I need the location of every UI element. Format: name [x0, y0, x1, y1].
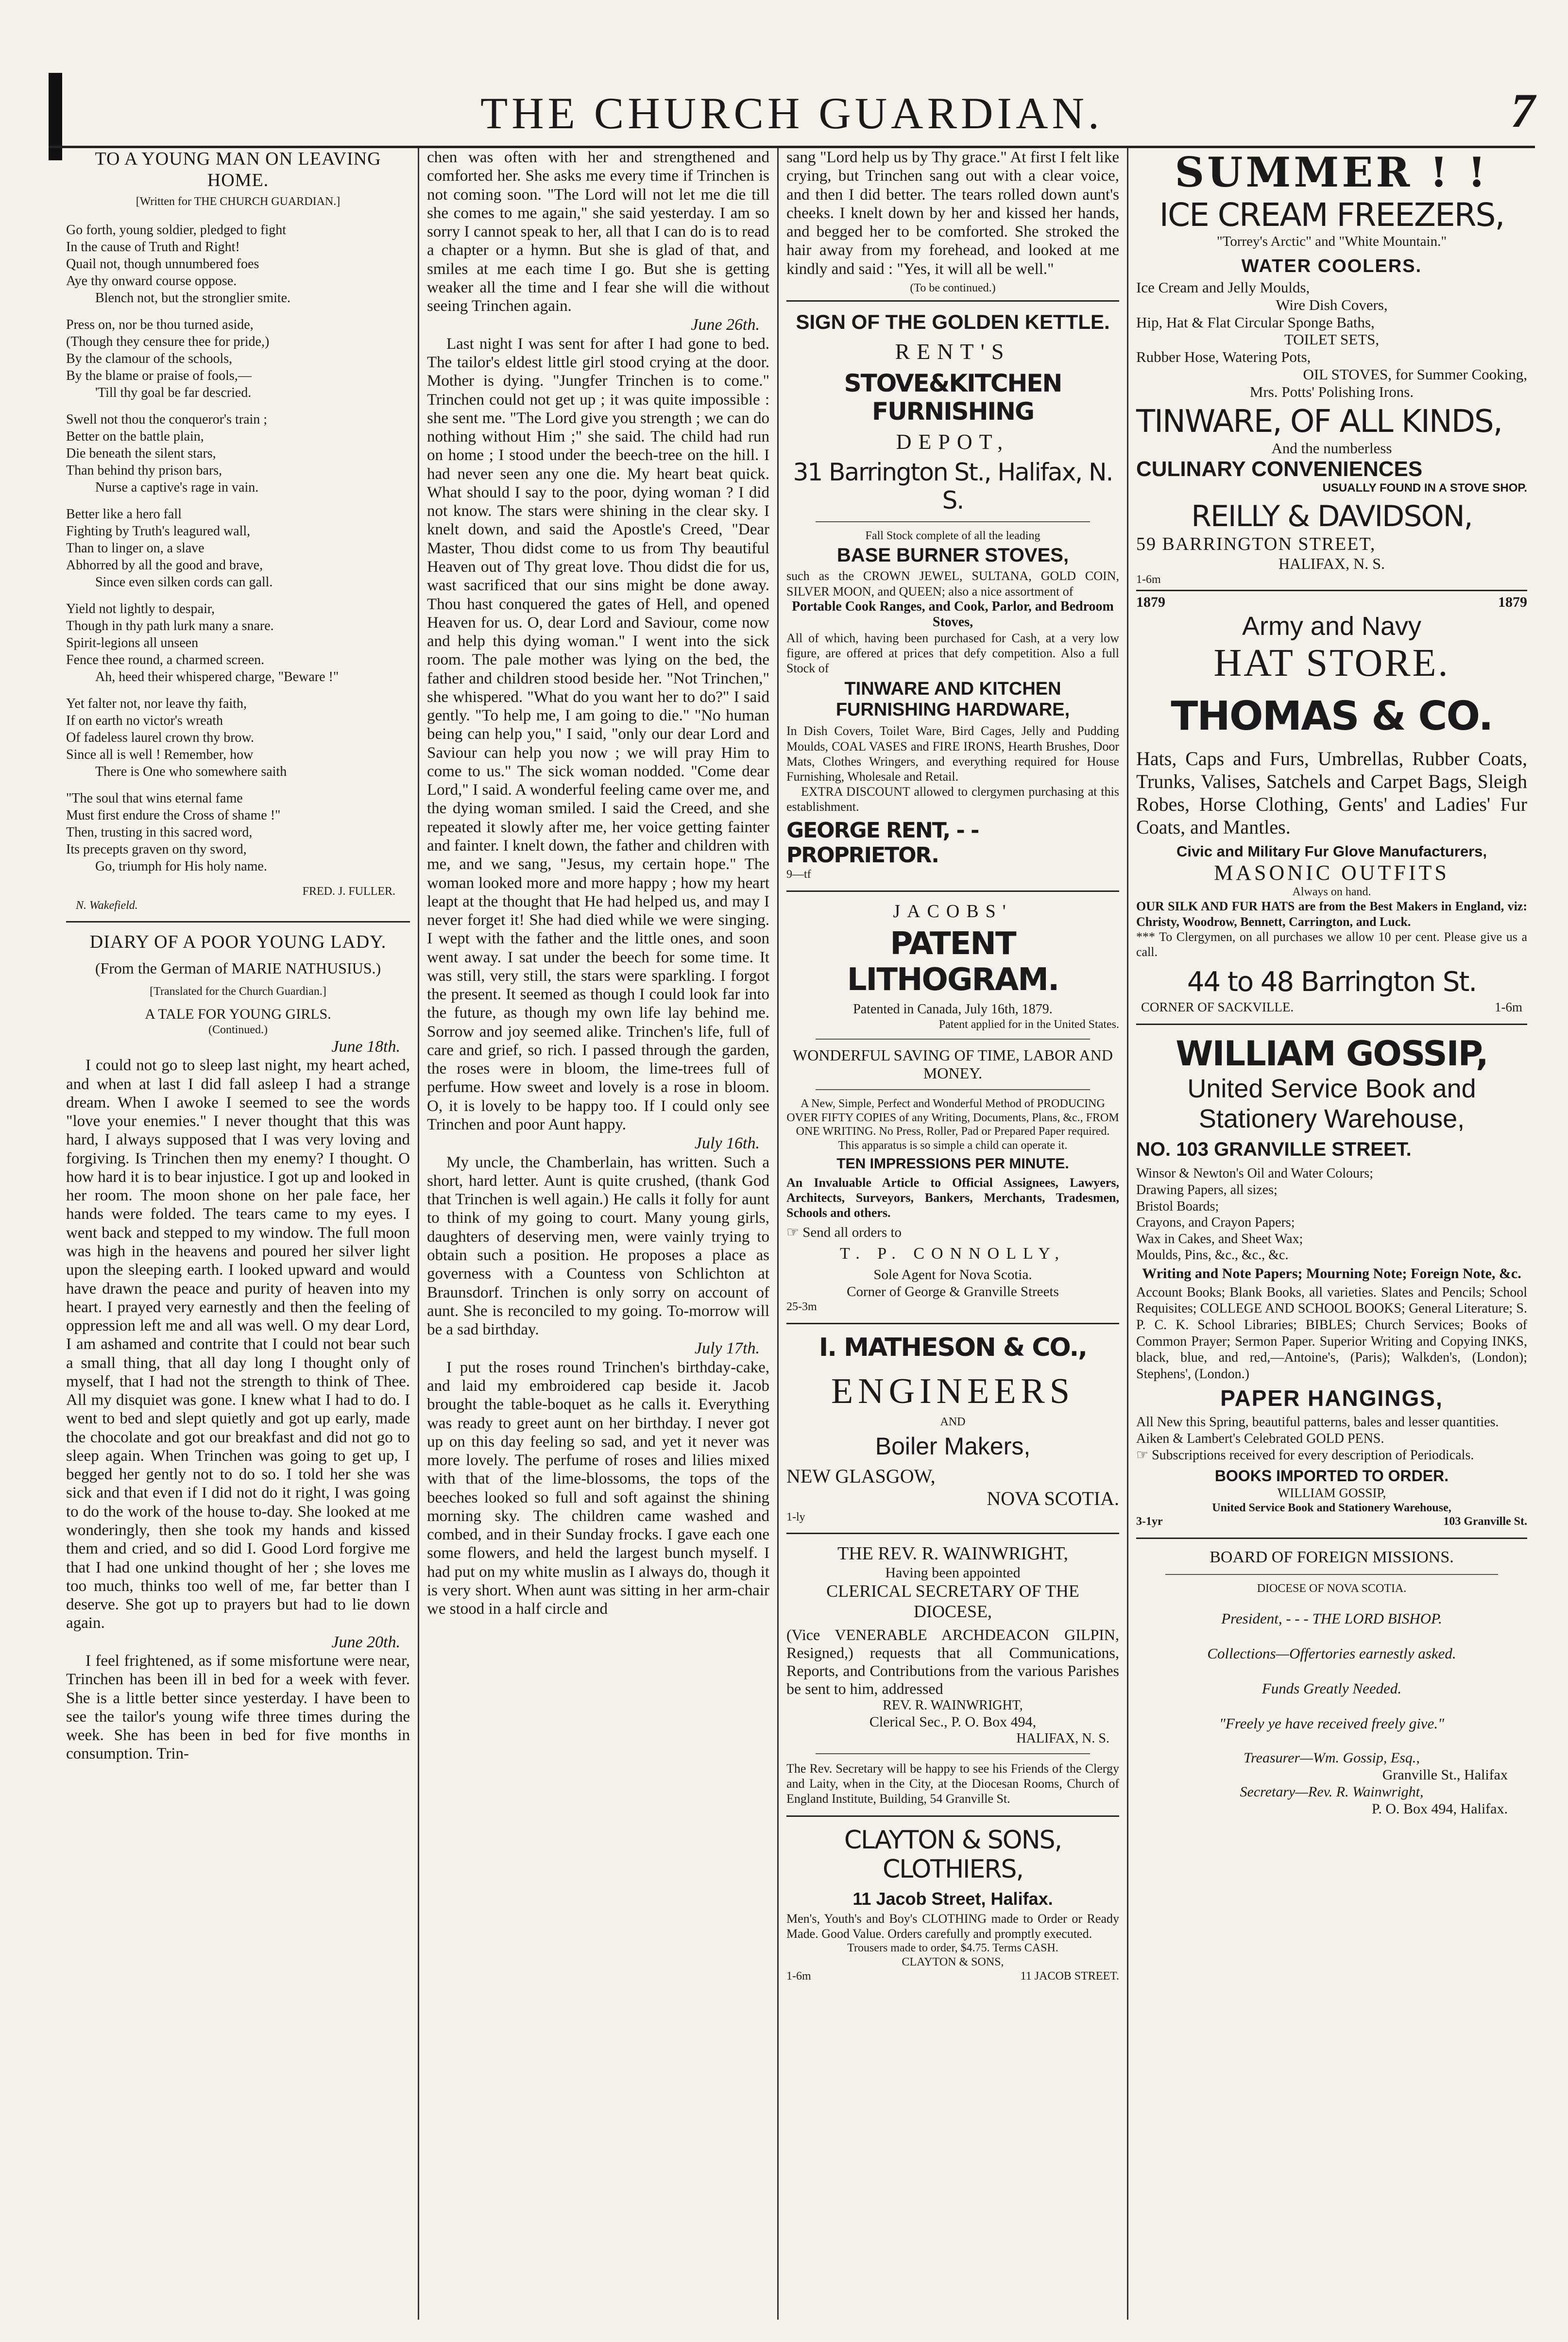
ad-kettle-name: RENT'S: [895, 339, 1011, 364]
poem-title: TO A YOUNG MAN ON LEAVING HOME.: [95, 149, 381, 190]
ad-hats: Hats, Caps and Furs, Umbrellas, Rubber Coats, Trunks, Valises, Satchels and Carpet Bags, Sleigh Robes, Horse Clothing, Gents' and Ladies' Fur Coats, and Mantles.: [1136, 747, 1527, 838]
notice-addr3: HALIFAX, N. S.: [1016, 1730, 1109, 1746]
notice-text: (Vice VENERABLE ARCHDEACON GILPIN, Resigned,) requests that all Communications, Reports, and Contributions from the various Parishes be sent to him, addressed: [786, 1625, 1119, 1698]
ad-jacobs-code: 25-3m: [786, 1300, 817, 1314]
ad-clayton-sig: CLAYTON & SONS,: [902, 1955, 1004, 1968]
divider: [1165, 1574, 1498, 1575]
ad-usb: United Service Book and: [1187, 1074, 1476, 1104]
poem-line: If on earth no victor's wreath: [66, 713, 223, 728]
divider: [816, 1753, 1090, 1754]
ad-clayton-footer: [786, 1969, 1119, 1983]
diary-paragraph: sang "Lord help us by Thy grace." At first I felt like crying, but Trinchen sang out with a clear voice, and then I did better. The tears rolled down aunt's cheeks. I knelt down by her and kissed her hands, and begged her to be comforted. She stroked the hair away from my forehead, and looked at me kindly and said : "Yes, it will all be well.": [786, 149, 1119, 278]
ad-kettle-desc2: All of which, having been purchased for Cash, at a very low figure, are offered at prices that defy competition. Also a full Stock of: [786, 631, 1119, 676]
poem-line: Blench not, but the stronglier smite.: [95, 290, 291, 306]
ad-stationery: Stationery Warehouse,: [1198, 1104, 1465, 1134]
poem-line: Abhorred by all the good and brave,: [66, 557, 263, 573]
pointing-hand-icon: ☞: [786, 1225, 799, 1241]
ad-kettle-stoves: BASE BURNER STOVES,: [836, 545, 1069, 566]
ad-item: Crayons, and Crayon Papers;: [1136, 1215, 1295, 1231]
ad-always: Always on hand.: [1292, 885, 1371, 898]
column-2: [418, 148, 777, 2320]
jacobs-lithogram-ad: [786, 901, 1119, 1314]
reilly-davidson-ad: [1136, 148, 1527, 587]
diary-date: June 26th.: [691, 316, 760, 334]
matheson-ad: [786, 1333, 1119, 1524]
ad-matheson-and: AND: [940, 1416, 966, 1429]
ad-hose: Rubber Hose, Watering Pots,: [1136, 348, 1311, 366]
poem-line: By the blame or praise of fools,—: [66, 368, 252, 383]
poem-line: Fence thee round, a charmed screen.: [66, 652, 265, 667]
poem-line: Must first endure the Cross of shame !": [66, 807, 281, 823]
ad-year-right: 1879: [1498, 594, 1527, 611]
ad-thomas: THOMAS & CO.: [1171, 693, 1493, 739]
fm-collections: Collections—Offertories earnestly asked.: [1207, 1645, 1456, 1662]
ad-item: Winsor & Newton's Oil and Water Colours;: [1136, 1166, 1373, 1181]
notice-addr1: REV. R. WAINWRIGHT,: [883, 1698, 1023, 1713]
ad-brands: "Torrey's Arctic" and "White Mountain.": [1216, 234, 1447, 249]
ad-jacobs-patented: Patented in Canada, July 16th, 1879.: [853, 1002, 1053, 1017]
poem: [66, 222, 410, 875]
ad-matheson-code: 1-ly: [786, 1510, 805, 1523]
divider: [786, 300, 1119, 302]
ad-jacobs-impressions: TEN IMPRESSIONS PER MINUTE.: [836, 1155, 1069, 1172]
poem-line: Yield not lightly to despair,: [66, 601, 215, 616]
ad-gaddr: 103 Granville St.: [1443, 1515, 1527, 1528]
divider: [786, 890, 1119, 892]
poem-line: Die beneath the silent stars,: [66, 445, 216, 461]
poem-credit: [Written for THE CHURCH GUARDIAN.]: [136, 195, 341, 208]
poem-line: In the cause of Truth and Right!: [66, 239, 240, 255]
fm-secretary: Secretary—Rev. R. Wainwright,: [1240, 1783, 1424, 1800]
poem-stanza: [66, 411, 410, 496]
diary-tale: A TALE FOR YOUNG GIRLS.: [145, 1006, 331, 1023]
ad-matheson-name: I. MATHESON & CO.,: [818, 1333, 1087, 1363]
ad-clayton-trousers: Trousers made to order, $4.75. Terms CASH.: [847, 1941, 1058, 1954]
ad-city: HALIFAX, N. S.: [1278, 555, 1385, 573]
diary-date: June 20th.: [331, 1633, 400, 1651]
column-1: [58, 148, 418, 2320]
ad-jacobs-product: PATENT LITHOGRAM.: [847, 926, 1059, 998]
column-4: [1127, 148, 1535, 2320]
ad-kettle-code: 9—tf: [786, 868, 811, 881]
ad-jacobs-send: [786, 1224, 1119, 1241]
diary-translated: [Translated for the Church Guardian.]: [150, 985, 326, 998]
poem-line: Quail not, though unnumbered foes: [66, 256, 259, 272]
ad-gossip: WILLIAM GOSSIP,: [1176, 1034, 1488, 1074]
ad-matheson-engineers: ENGINEERS: [831, 1371, 1075, 1412]
poem-stanza: [66, 695, 410, 780]
poem-stanza: [66, 600, 410, 685]
ad-reilly: REILLY & DAVIDSON,: [1191, 499, 1472, 534]
fm-secretary2: P. O. Box 494, Halifax.: [1372, 1800, 1508, 1817]
ad-jacobs-saving: WONDERFUL SAVING OF TIME, LABOR AND MONEY.: [793, 1046, 1113, 1082]
poem-author: FRED. J. FULLER.: [302, 885, 395, 898]
pointing-hand-icon: ☞: [1136, 1447, 1149, 1463]
ad-gsig: WILLIAM GOSSIP,: [1277, 1486, 1386, 1501]
ad-jacobs-agent-title: Sole Agent for Nova Scotia.: [873, 1266, 1032, 1282]
ad-toilet: TOILET SETS,: [1284, 331, 1380, 348]
poem-stanza: [66, 790, 410, 875]
ad-kettle-proprietor: GEORGE RENT, - - PROPRIETOR.: [786, 818, 979, 868]
fm-treasurer: Treasurer—Wm. Gossip, Esq.,: [1244, 1750, 1420, 1766]
poem-line: Its precepts graven on thy sword,: [66, 841, 247, 857]
divider: [1136, 1538, 1527, 1539]
ad-clergy: *** To Clergymen, on all purchases we allow 10 per cent. Please give us a call.: [1136, 929, 1527, 959]
ad-clayton-addr: 11 JACOB STREET.: [1020, 1969, 1119, 1983]
ad-baths: Hip, Hat & Flat Circular Sponge Baths,: [1136, 313, 1375, 331]
ad-address: 44 to 48 Barrington St.: [1187, 966, 1477, 998]
ad-civic: Civic and Military Fur Glove Manufacturers,: [1176, 842, 1487, 860]
notice-name: THE REV. R. WAINWRIGHT,: [837, 1543, 1068, 1564]
ad-year-left: 1879: [1136, 594, 1165, 611]
ad-gfooter: [1136, 1515, 1527, 1529]
ad-jacobs-applied: Patent applied for in the United States.: [938, 1018, 1119, 1031]
diary-title: DIARY OF A POOR YOUNG LADY.: [89, 932, 387, 953]
foreign-missions-notice: [1136, 1548, 1527, 1817]
ad-usually: USUALLY FOUND IN A STOVE SHOP.: [1322, 481, 1527, 495]
poem-line: Fighting by Truth's leagured wall,: [66, 523, 251, 539]
ad-coolers: WATER COOLERS.: [1241, 256, 1422, 276]
ad-clayton-code: 1-6m: [786, 1969, 811, 1983]
divider: [816, 521, 1090, 522]
diary-date: July 17th.: [694, 1339, 760, 1358]
divider: [786, 1533, 1119, 1534]
masthead: [49, 73, 1535, 148]
divider: [1136, 1024, 1527, 1025]
ad-writing: Writing and Note Papers; Mourning Note; Foreign Note, &c.: [1142, 1265, 1521, 1282]
ad-kettle-address: 31 Barrington St., Halifax, N. S.: [793, 458, 1113, 514]
ad-item: Bristol Boards;: [1136, 1198, 1219, 1214]
ad-kettle-desc: such as the CROWN JEWEL, SULTANA, GOLD COIN, SILVER MOON, and QUEEN; also a nice assortment of: [786, 569, 1119, 598]
wainwright-notice: [786, 1543, 1119, 1806]
diary-date: June 18th.: [331, 1037, 400, 1056]
ad-corner-line: [1136, 1000, 1527, 1015]
poem-line: "The soul that wins eternal fame: [66, 790, 243, 806]
ad-jacobs-desc2: An Invaluable Article to Official Assignees, Lawyers, Architects, Surveyors, Bankers, Merchants, Tradesmen, Schools and others.: [786, 1175, 1119, 1220]
ad-oil: OIL STOVES, for Summer Cooking,: [1303, 366, 1527, 383]
ad-culinary: CULINARY CONVENIENCES: [1136, 457, 1423, 481]
ad-item: Drawing Papers, all sizes;: [1136, 1182, 1278, 1198]
poem-line: Better on the battle plain,: [66, 428, 204, 444]
divider: [786, 1323, 1119, 1324]
newspaper-title: THE CHURCH GUARDIAN.: [480, 88, 1103, 138]
diary-paragraph: chen was often with her and strengthened and comforted her. She asks me every time if Trinchen is not coming soon. "The Lord will not let me die till she comes to me again," she said yesterday. I am so sorry I cannot speak to her, all that I can do is to read a chapter or a hymn. But she is glad of that, and smiles at me each time I go. But she is getting weaker all the time and I fear she will die without seeing Trinchen again.: [427, 149, 769, 315]
poem-line: By the clamour of the schools,: [66, 351, 233, 366]
poem-line: Ah, heed their whispered charge, "Beware !": [95, 669, 339, 684]
ad-paper: PAPER HANGINGS,: [1220, 1385, 1443, 1411]
fm-president: President, - - - THE LORD BISHOP.: [1221, 1610, 1442, 1627]
clayton-ad: [786, 1826, 1119, 1983]
ad-kettle-desc3: In Dish Covers, Toilet Ware, Bird Cages, Jelly and Pudding Moulds, COAL VASES and FIRE IRONS, Hearth Brushes, Door Mats, Clothes Wringers, and everything required for House Furnishing, Wholesale and Retail.: [786, 724, 1119, 784]
poem-line: Go forth, young soldier, pledged to fight: [66, 222, 287, 238]
divider: [816, 1039, 1090, 1040]
poem-place: N. Wakefield.: [76, 899, 138, 912]
ad-clayton-name: CLAYTON & SONS, CLOTHIERS,: [844, 1825, 1062, 1884]
thomas-hat-store-ad: [1136, 594, 1527, 1015]
gossip-ad: [1136, 1034, 1527, 1529]
diary-date: July 16th.: [694, 1134, 760, 1153]
fm-treasurer2: Granville St., Halifax: [1382, 1766, 1508, 1783]
ad-hatstore: HAT STORE.: [1213, 641, 1450, 684]
ad-jacobs-send-text: Send all orders to: [802, 1225, 902, 1241]
fm-freely: "Freely ye have received freely give.": [1219, 1715, 1445, 1732]
poem-line: Spirit-legions all unseen: [66, 635, 199, 650]
ad-code1: 1-6m: [1136, 573, 1161, 586]
notice-appointed: Having been appointed: [885, 1564, 1021, 1581]
poem-line: Go, triumph for His holy name.: [95, 858, 267, 874]
ad-freezers: ICE CREAM FREEZERS,: [1159, 196, 1504, 234]
ad-clayton-desc: Men's, Youth's and Boy's CLOTHING made to Order or Ready Made. Good Value. Orders carefully and promptly executed.: [786, 1911, 1119, 1941]
diary-paragraph: I put the roses round Trinchen's birthday-cake, and laid my embroidered cap beside it. Jacob brought the table-boquet as he calls it. Everything was ready to greet aunt on her birthday. I never got up on this day feeling so sad, and yet it never was more lovely. The perfume of roses and lilies mixed with that of the lime-blossoms, the tops of the beeches looked so full and soft against the shining morning sky. The children came washed and combed, and in their Sunday frocks. I gave each one some flowers, and held the largest bunch myself. I had put on my white muslin as I always do, though it is very short. When aunt was sitting in her arm-chair we stood in a half circle and: [427, 1358, 769, 1618]
diary-paragraph: I feel frightened, as if some misfortune were near, Trinchen has been ill in bed for a week with fever. She is a little better since yesterday. I have been to see the tailor's young wife three times during the week. She has been in bed for five months in consumption. Trin-: [66, 1652, 410, 1763]
ad-items2: Account Books; Blank Books, all varieties. Slates and Pencils; School Requisites; COLLEGE AND SCHOOL BOOKS; General Literature; S. P. C. K. School Libraries; BIBLES; Church Services; Books of Common Prayer; Sermon Paper. Superior Writing and Copying INKS, black, blue, and red,—Antoine's, (Paris); Walkden's, (London); Stephens', (London.): [1136, 1284, 1527, 1382]
ad-jacobs-desc: A New, Simple, Perfect and Wonderful Method of PRODUCING OVER FIFTY COPIES of any Writing, Documents, Plans, &c., FROM ONE WRITING. No Press, Roller, Pad or Prepared Paper required. This apparatus is so simple a child can operate it.: [786, 1097, 1119, 1152]
ad-numberless: And the numberless: [1271, 440, 1392, 457]
divider: [816, 1089, 1090, 1090]
ad-moulds: Ice Cream and Jelly Moulds,: [1136, 278, 1310, 296]
poem-line: Then, trusting in this sacred word,: [66, 824, 253, 840]
ad-armynavy: Army and Navy: [1242, 611, 1422, 641]
ad-pens: Aiken & Lambert's Celebrated GOLD PENS.: [1136, 1431, 1384, 1446]
poem-stanza: [66, 506, 410, 591]
ad-irons: Mrs. Potts' Polishing Irons.: [1249, 383, 1414, 401]
ad-matheson-province: NOVA SCOTIA.: [987, 1487, 1119, 1510]
notice-title: CLERICAL SECRETARY OF THE DIOCESE,: [826, 1581, 1079, 1622]
ad-tinware: TINWARE, OF ALL KINDS,: [1136, 404, 1502, 440]
diary-from: (From the German of MARIE NATHUSIUS.): [95, 959, 381, 977]
ad-kettle-tinware: TINWARE AND KITCHEN FURNISHING HARDWARE,: [835, 679, 1070, 720]
divider: [66, 921, 410, 923]
poem-line: Since all is well ! Remember, how: [66, 747, 254, 762]
fm-board: BOARD OF FOREIGN MISSIONS.: [1210, 1548, 1454, 1567]
poem-line: Yet falter not, nor leave thy faith,: [66, 696, 247, 711]
poem-line: Than to linger on, a slave: [66, 540, 205, 556]
ad-code3: 3-1yr: [1136, 1515, 1163, 1528]
page-number: 7: [1511, 84, 1535, 137]
ad-subs: [1136, 1447, 1527, 1464]
ad-books: BOOKS IMPORTED TO ORDER.: [1214, 1467, 1449, 1485]
diary-continued: (Continued.): [208, 1024, 268, 1037]
ad-items: [1136, 1165, 1527, 1264]
poem-line: 'Till thy goal be far descried.: [95, 385, 252, 400]
ad-wire: Wire Dish Covers,: [1276, 296, 1388, 313]
ad-gsig2: United Service Book and Stationery Warehouse,: [1212, 1501, 1451, 1514]
diary-paragraph: My uncle, the Chamberlain, has written. Such a short, hard letter. Aunt is quite crushed, (thank God that Trinchen is well again.) He calls it folly for aunt to think of my going to court. Many young girls, daughters of deserving men, were vainly trying to obtain such a position. He proposes a place as governess with a Countess von Schlichton at Braunsdorf. Trinchen is only sorry on account of aunt. She is reconciled to my going. To-morrow will be a sad birthday.: [427, 1153, 769, 1339]
ad-paperdesc: All New this Spring, beautiful patterns, bales and lesser quantities.: [1136, 1415, 1499, 1430]
poem-line: Aye thy onward course oppose.: [66, 273, 237, 289]
ad-masonic: MASONIC OUTFITS: [1214, 860, 1449, 885]
ad-gstreet: NO. 103 GRANVILLE STREET.: [1136, 1139, 1412, 1161]
fm-diocese: DIOCESE OF NOVA SCOTIA.: [1257, 1582, 1407, 1595]
to-be-continued: (To be continued.): [910, 281, 996, 294]
ad-clayton-street: 11 Jacob Street, Halifax.: [852, 1888, 1053, 1909]
ad-corner: CORNER OF SACKVILLE.: [1141, 1000, 1294, 1015]
poem-stanza: [66, 316, 410, 401]
ad-kettle-ranges: Portable Cook Ranges, and Cook, Parlor, and Bedroom Stoves,: [792, 598, 1114, 630]
diary-paragraph: Last night I was sent for after I had gone to bed. The tailor's eldest little girl stood crying at the door. Mother is dying. "Jungfer Trinchen is to come." Trinchen could not get up ; it was quite impossible : she sent me. "The Lord give you strength ; we can do nothing without Him ;" she said. The child had run on home ; I stood under the beech-tree on the hill. I had never seen any one die. My heart beat quick. What should I say to the poor, dying woman ? I did not know. The stars were shining in the clear sky. I knelt down, and said the Apostle's Creed, "Dear Master, Thou didst come to us from Thy beautiful Heaven out of Thy great love. Thou didst die for us, wast sacrificed that our sins might be done away. Thou hast conquered the gates of Hell, and opened Heaven for us. O, dear Lord and Saviour, come now and help this dying woman." I went into the sick room. The pale mother was lying on the bed, the father and children stood beside her. "Not Trinchen," she whispered. "What do you want her to do?" I said gently. "To help me, I am going to die." "No human being can help you," I said, "only our dear Lord and Saviour can help you now ; we will pray Him to come to us." The sick woman nodded. "Come dear Lord," I said. A wonderful feeling came over me, and the dying woman smiled. I said the Creed, and she repeated it slowly after me, her voice getting fainter and fainter. I knelt down, the father and children with me, and we sang, "Jesus, my certain hope." The woman looked more and more happy ; how my heart leapt at the thought that He had helped us, and may I never forget it! She had died while we were singing. I wept with the father and the little ones, and soon went away. I sat under the beech for some time. It was still, very still, the stars were sparkling. I forgot the present. It seemed as though I could look far into the future, as though my own life lay behind me. Sorrow and joy seemed alike. Trinchen's life, full of care and grief, so rich. I passed through the garden, the roses were in bloom, the lime-trees full of perfume. How sweet and lovely is a rose in bloom. O, it is lovely to be happy too. If I could only see Trinchen and poor Aunt happy.: [427, 335, 769, 1133]
poem-stanza: [66, 222, 410, 307]
column-3: [777, 148, 1127, 2320]
poem-line: Better like a hero fall: [66, 506, 182, 522]
ad-kettle-intro: Fall Stock complete of all the leading: [865, 529, 1040, 542]
ad-kettle-line: STOVE&KITCHEN FURNISHING: [844, 369, 1062, 426]
poem-line: Though in thy path lurk many a snare.: [66, 618, 274, 633]
divider: [1136, 590, 1527, 591]
ad-jacobs-name: JACOBS': [893, 901, 1013, 922]
ad-street: 59 BARRINGTON STREET,: [1136, 534, 1376, 555]
ad-item: Moulds, Pins, &c., &c., &c.: [1136, 1248, 1289, 1263]
poem-line: Nurse a captive's rage in vain.: [95, 479, 259, 495]
ad-kettle-sign: SIGN OF THE GOLDEN KETTLE.: [796, 310, 1110, 333]
ad-summer: SUMMER ! !: [1175, 148, 1489, 196]
poem-line: Than behind thy prison bars,: [66, 462, 222, 478]
ad-matheson-boiler: Boiler Makers,: [875, 1432, 1031, 1460]
ad-matheson-town: NEW GLASGOW,: [786, 1465, 936, 1487]
ad-silk: OUR SILK AND FUR HATS are from the Best Makers in England, viz: Christy, Woodrow, Bennett, Carrington, and Luck.: [1136, 899, 1527, 929]
diary-paragraph: I could not go to sleep last night, my heart ached, and when at last I did fall asleep I had a strange dream. When I awoke I seemed to see the words "love your enemies." I never thought that this was hard, I always supposed that I was very loving and forgiving. Is Trinchen then my enemy? I thought. O how hard it is to bear injustice. I got up and looked in her room. The moon shone on her pale face, her hands were folded. The tears came to my eyes. I went back and stepped to my window. The full moon was high in the heavens and poured her silver light upon the sleeping earth. I looked upward and would have drawn the peace and purity of heaven into my heart. I prayed very earnestly and then the feeling of oppression left me and all was well. O my dear Lord, I am ashamed and contrite that I could not bear such a small thing, that all day long I thought only of myself, that I had not the strength to think of Thee. All my disquiet was gone. I knew what I had to do. I went to bed and slept quietly and got up early, made the chocolate and got our breakfast and did not go to sleep again. When Trinchen was going to get up, I begged her gently not to do so. I told her she was sick and that even if I did not do it right, I was going to do the work of the house to-day. She looked at me wonderingly, then she took my hands and kissed them and cried, and so did I. Good Lord forgive me that I had one unkind thought of her ; she loves me too much, thinks too well of me, far better than I deserve. She got up to prayers but had to lie down again.: [66, 1057, 410, 1632]
poem-line: Since even silken cords can gall.: [95, 574, 273, 590]
ad-subs-text: Subscriptions received for every description of Periodicals.: [1152, 1447, 1474, 1463]
ad-kettle-discount: EXTRA DISCOUNT allowed to clergymen purchasing at this establishment.: [786, 785, 1119, 814]
ad-code2: 1-6m: [1495, 1000, 1522, 1015]
notice-addr2: Clerical Sec., P. O. Box 494,: [869, 1713, 1037, 1730]
notice-note: The Rev. Secretary will be happy to see his Friends of the Clergy and Laity, when in the City, at the Diocesan Rooms, Church of England Institute, Building, 54 Granville St.: [786, 1761, 1119, 1806]
ad-jacobs-corner: Corner of George & Granville Streets: [847, 1283, 1059, 1299]
ad-kettle-depot: DEPOT,: [896, 429, 1010, 454]
poem-line: Of fadeless laurel crown thy brow.: [66, 730, 254, 745]
ad-item: Wax in Cakes, and Sheet Wax;: [1136, 1231, 1303, 1247]
ad-years: [1136, 594, 1527, 611]
poem-line: Swell not thou the conqueror's train ;: [66, 411, 268, 427]
ad-jacobs-agent: T. P. CONNOLLY,: [839, 1245, 1066, 1263]
divider: [786, 1815, 1119, 1817]
golden-kettle-ad: [786, 310, 1119, 882]
poem-line: (Though they censure thee for pride,): [66, 334, 270, 349]
poem-line: There is One who somewhere saith: [95, 764, 287, 779]
fm-funds: Funds Greatly Needed.: [1261, 1680, 1402, 1697]
poem-line: Press on, nor be thou turned aside,: [66, 317, 254, 332]
